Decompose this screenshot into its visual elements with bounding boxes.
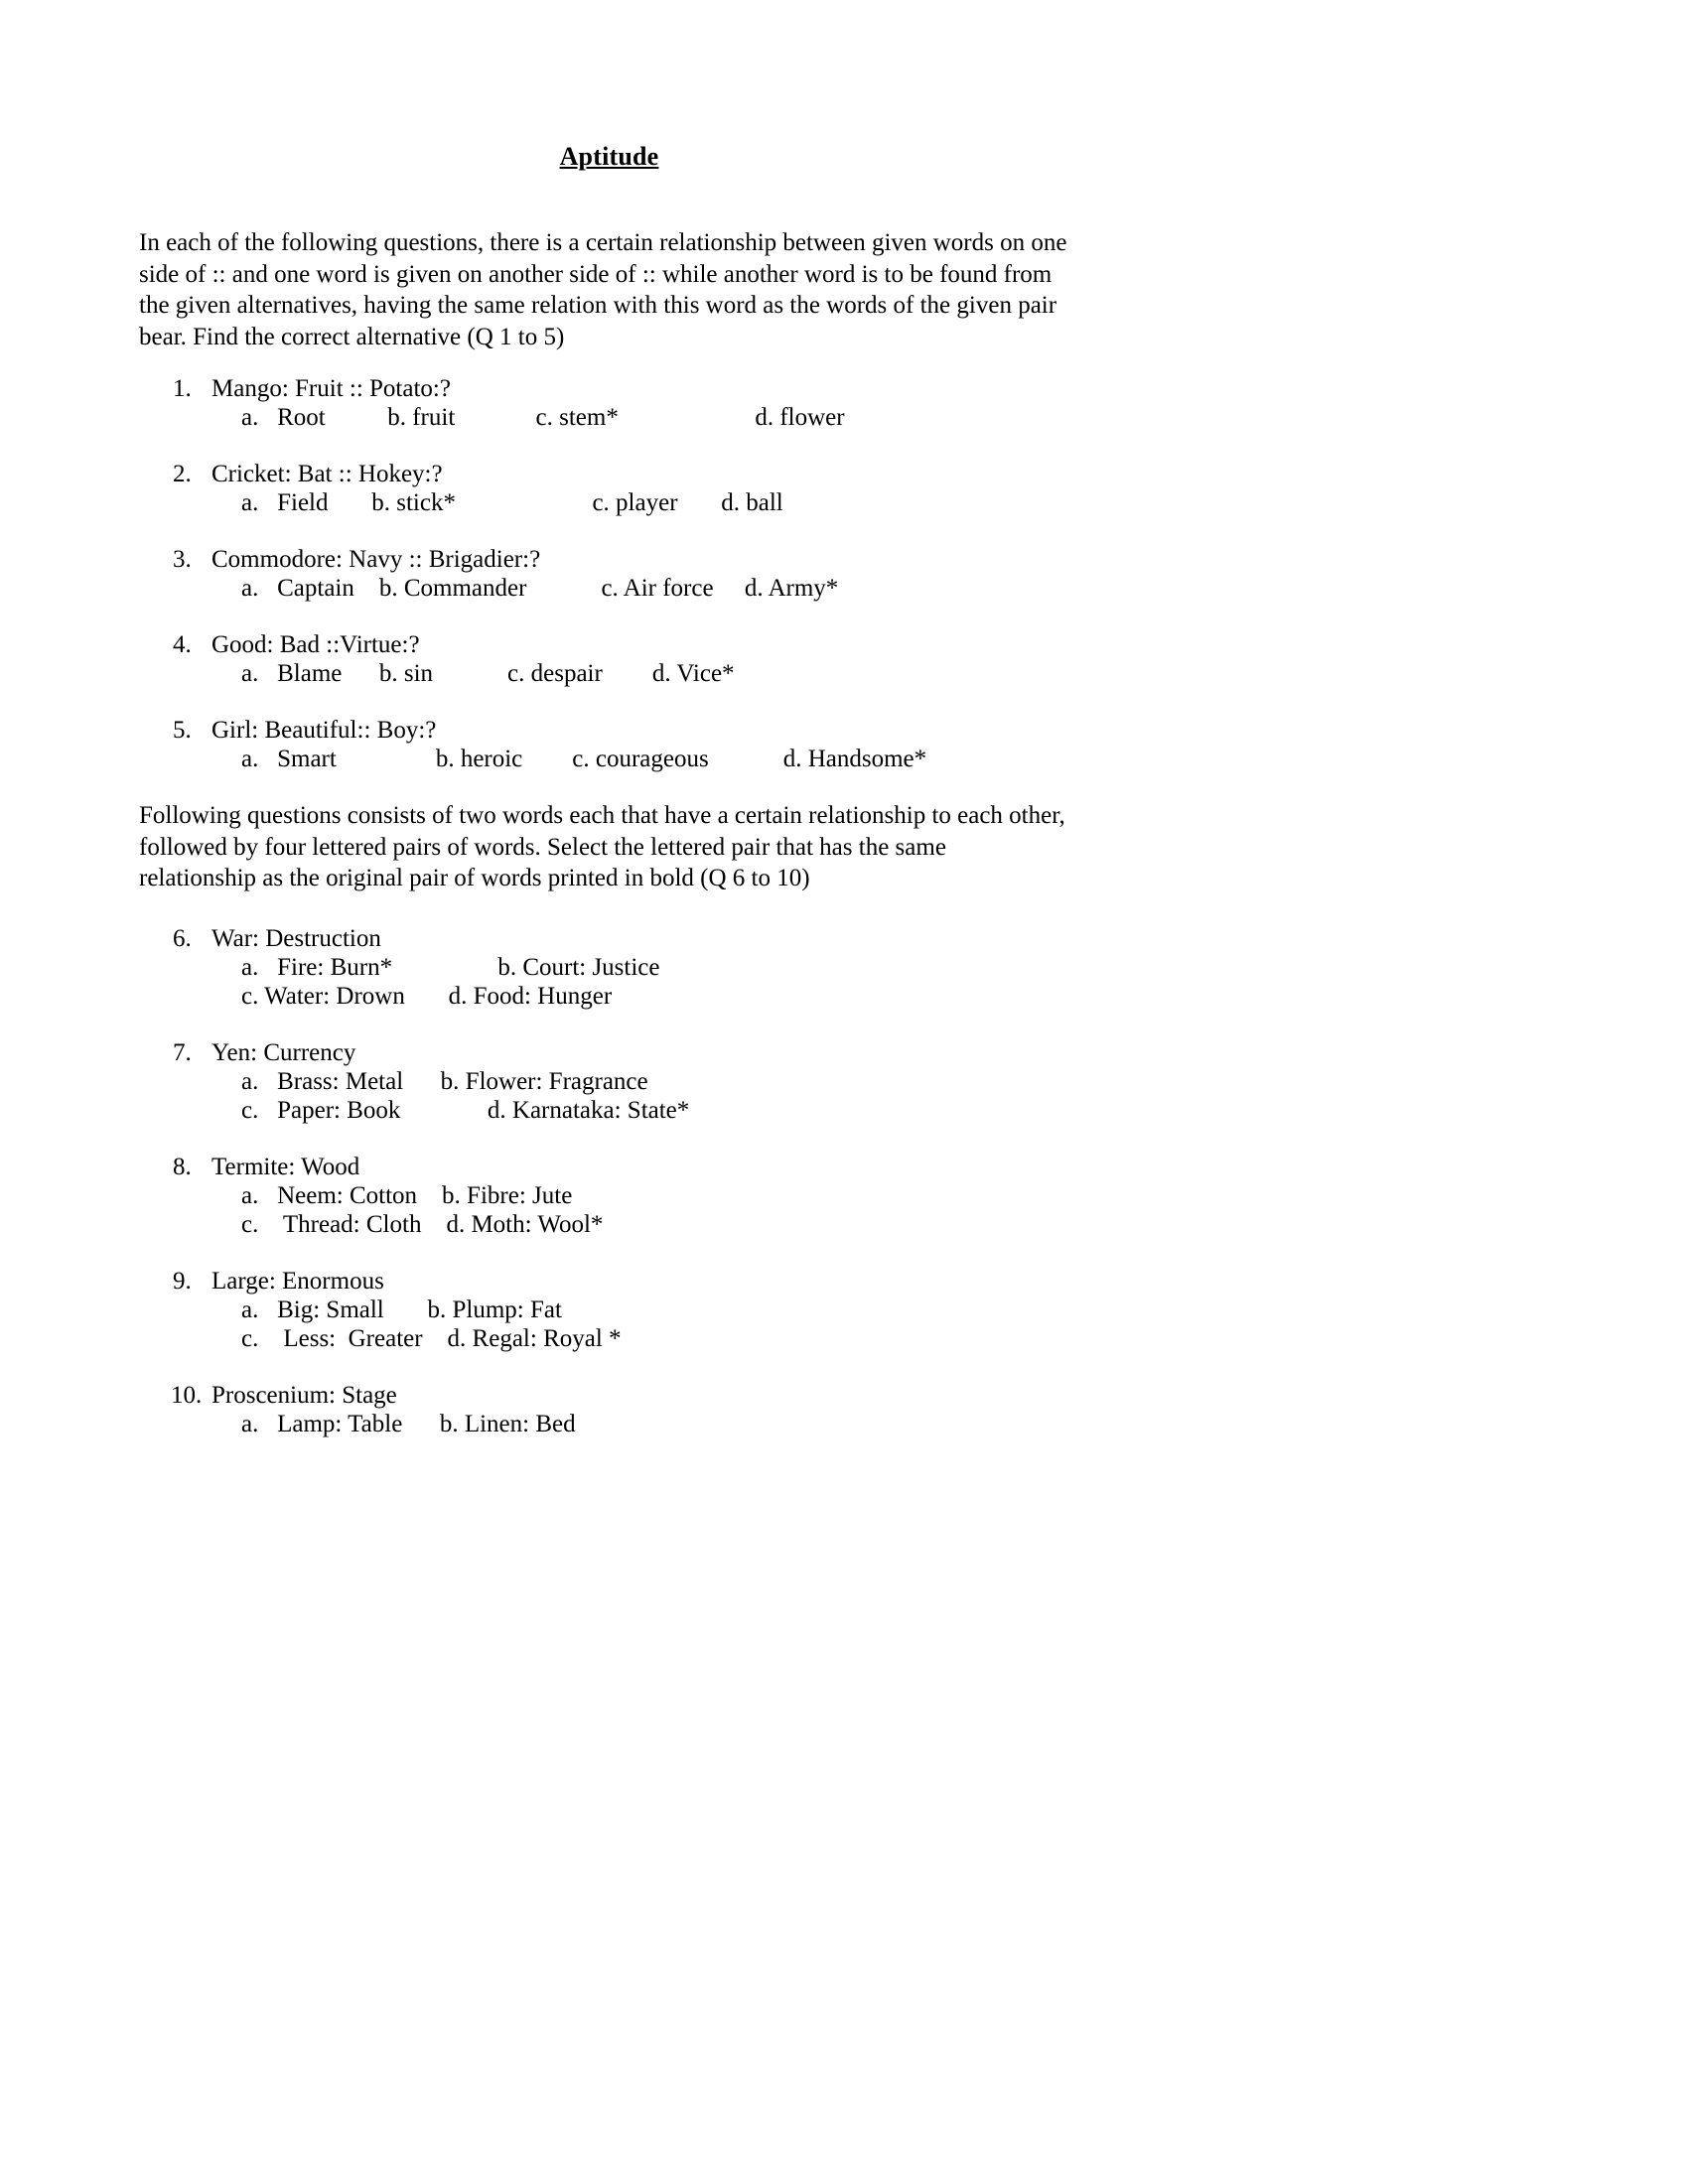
question-number: 1.: [173, 375, 192, 402]
option-row: c. Thread: Cloth d. Moth: Wool*: [241, 1210, 604, 1238]
question-2: [0, 460, 1206, 517]
option-row: c. Paper: Book d. Karnataka: State*: [241, 1096, 690, 1124]
instructions-paragraph-2: Following questions consists of two words each that have a certain relationship to each other, followed by four lettered pairs of words. Select the lettered pair that has the same relationship as the original pair of words printed in bold (Q 6 to 10): [139, 802, 1065, 891]
option-row: a. Root b. fruit c. stem* d. flower: [241, 404, 845, 431]
question-stem: Good: Bad ::Virtue:?: [211, 631, 420, 658]
question-number: 6.: [173, 924, 192, 952]
question-stem: Cricket: Bat :: Hokey:?: [211, 461, 443, 487]
option-row: c. Water: Drown d. Food: Hunger: [241, 982, 613, 1010]
question-stem: Proscenium: Stage: [211, 1381, 397, 1409]
option-row: a. Blame b. sin c. despair d. Vice*: [241, 660, 735, 687]
question-number: 3.: [173, 546, 192, 573]
option-row: a. Big: Small b. Plump: Fat: [241, 1296, 562, 1323]
question-10: [0, 1381, 1206, 1438]
page-title: Aptitude: [559, 142, 659, 171]
option-row: a. Neem: Cotton b. Fibre: Jute: [241, 1181, 573, 1209]
option-row: a. Smart b. heroic c. courageous d. Handsome*: [241, 746, 927, 772]
instructions-paragraph-1: In each of the following questions, there is a certain relationship between given words on one side of :: and one word is given on another side of :: while another word is to be found from the given alternatives, having the same relation with this word as the words of the given pair bear. Find the correct alternative (Q 1 to 5): [139, 229, 1067, 350]
option-row: a. Fire: Burn* b. Court: Justice: [241, 953, 660, 981]
question-stem: Termite: Wood: [211, 1153, 360, 1180]
question-number: 5.: [173, 717, 192, 744]
question-number: 9.: [173, 1267, 192, 1295]
question-number: 8.: [173, 1153, 192, 1180]
option-row: c. Less: Greater d. Regal: Royal *: [241, 1324, 622, 1352]
question-5: [0, 716, 1206, 773]
option-row: a. Brass: Metal b. Flower: Fragrance: [241, 1067, 648, 1095]
question-6: [0, 924, 1206, 1011]
question-8: [0, 1153, 1206, 1239]
question-3: [0, 545, 1206, 603]
question-9: [0, 1267, 1206, 1353]
option-row: a. Field b. stick* c. player d. ball: [241, 489, 783, 516]
question-stem: War: Destruction: [211, 924, 381, 952]
question-number: 2.: [173, 461, 192, 487]
question-number: 7.: [173, 1038, 192, 1066]
question-stem: Yen: Currency: [211, 1038, 356, 1066]
question-stem: Large: Enormous: [211, 1267, 384, 1295]
question-number: 4.: [173, 631, 192, 658]
option-row: a. Captain b. Commander c. Air force d. Army*: [241, 575, 839, 602]
question-stem: Mango: Fruit :: Potato:?: [211, 375, 451, 402]
question-list-part-1: [0, 374, 1206, 773]
question-stem: Commodore: Navy :: Brigadier:?: [211, 546, 541, 573]
question-number: 10.: [171, 1381, 203, 1409]
question-7: [0, 1038, 1206, 1125]
question-stem: Girl: Beautiful:: Boy:?: [211, 717, 437, 744]
question-list-part-2: [0, 924, 1206, 1438]
question-1: [0, 374, 1206, 432]
question-4: [0, 630, 1206, 688]
option-row: a. Lamp: Table b. Linen: Bed: [241, 1410, 576, 1437]
